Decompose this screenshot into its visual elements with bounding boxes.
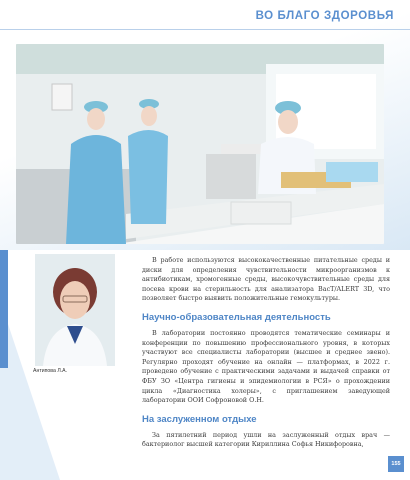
page-number: 155 — [388, 456, 404, 472]
body-column — [142, 256, 390, 450]
header-divider — [0, 29, 410, 30]
section-title-retirement: На заслуженном отдыхе — [142, 413, 257, 425]
lab-photo — [16, 44, 384, 244]
paragraph-retirement: За пятилетний период ушли на заслуженный отдых врач — бактериолог высшей категории Кириллина Софья Никифоровна, — [142, 430, 390, 449]
portrait-photo — [35, 254, 115, 366]
accent-bar — [0, 250, 8, 368]
paragraph-media: В работе используются высококачественные питательные среды и диски для определения чувствительности микроорганизмов к антибиотикам, хромогенные среды, высокочувствительные среды для посева крови на стерильность для анализатора BacT/ALERT 3D, что позволяет быстро выявить положительные гемокультуры. — [142, 256, 390, 303]
section-title-education: Научно-образовательная деятельность — [142, 311, 331, 323]
portrait-caption: Антипова Л.А. — [33, 368, 68, 374]
paragraph-education: В лаборатории постоянно проводятся тематические семинары и конференции по повышению профессионального уровня, в которых участвуют все специалисты лаборатории (высшее и среднее звено). Регулярно проходят обучение на онлайн — платформах, в 2022 г. проведено обучение с практическими задачами и выдачей справки от ФБУ ЗО «Центра гигиены и эпидемиологии в РСЯ» о прохождении цикла «Диагностика холеры», с приглашением заведующей лаборатории ООИ Софроновой О.Н. — [142, 328, 390, 405]
section-header: ВО БЛАГО ЗДОРОВЬЯ — [255, 10, 394, 22]
